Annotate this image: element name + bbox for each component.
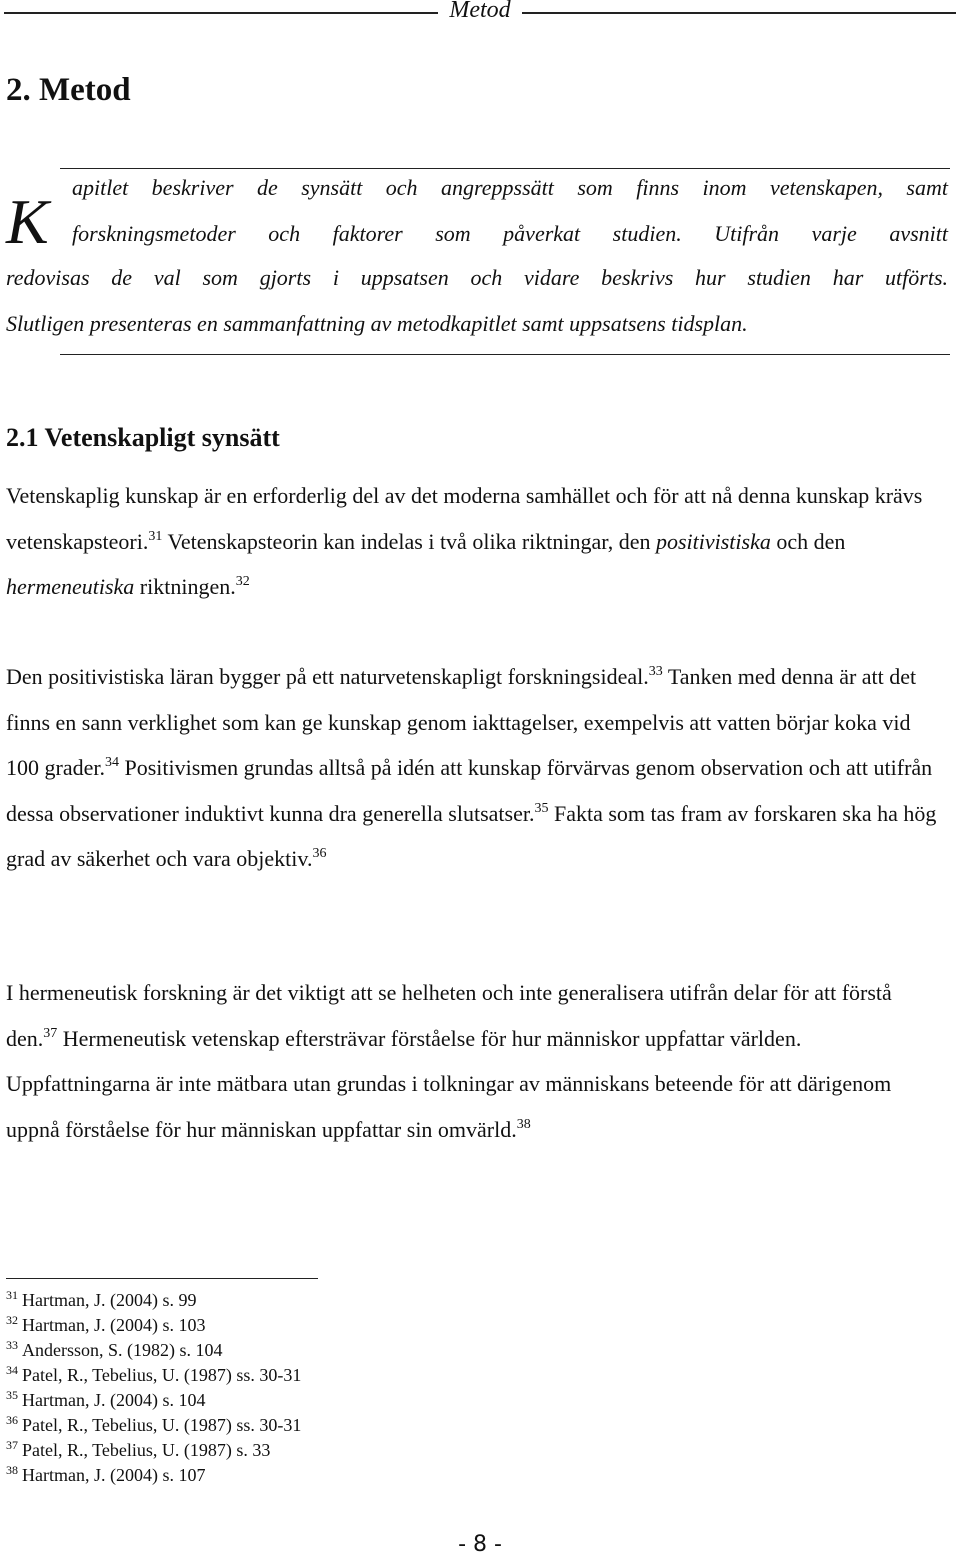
footnote: $^{33}$ Andersson, S. (1982) s. 104 (6, 1338, 223, 1360)
footnote-ref: 32 (235, 574, 250, 589)
page-number: - 8 - (458, 1532, 502, 1557)
section-title: 2.1 Vetenskapligt synsätt (6, 423, 280, 452)
intro-rule-bottom (60, 354, 950, 355)
running-header (0, 0, 960, 26)
footnote: $^{37}$ Patel, R., Tebelius, U. (1987) s. 33 (6, 1438, 271, 1460)
intro-rule-top (60, 168, 950, 169)
intro-line: redovisas de val som gjorts i uppsatsen och vidare beskrivs hur studien har utförts. (6, 265, 948, 290)
running-header-label: Metod (449, 0, 511, 23)
intro-dropcap: K (6, 186, 49, 257)
footnote: $^{38}$ Hartman, J. (2004) s. 107 (6, 1463, 206, 1485)
footnote-ref: 34 (104, 755, 119, 770)
footnote-ref: 36 (312, 846, 327, 861)
header-rule-right (522, 12, 956, 14)
footnote-ref: 37 (43, 1025, 58, 1041)
footnote: $^{36}$ Patel, R., Tebelius, U. (1987) ss. 30-31 (6, 1413, 302, 1435)
footnote-ref: 33 (648, 664, 663, 679)
footnote-list (6, 1288, 301, 1488)
paragraph: I hermeneutisk forskning är det viktigt att se helheten och inte generalisera utifrån delar för att förstå den.$^{37}$ Hermeneutisk vetenskap eftersträvar förståelse för hur människor uppfattar världen. Uppfattningarna är inte mätbara utan grundas i tolkningar av människans beteende för att därigenom uppnå förståelse för hur människan uppfattar sin omvärld.$^{38}$ (6, 980, 892, 1142)
header-rule-left (4, 12, 438, 14)
paragraph: Vetenskaplig kunskap är en erforderlig del av det moderna samhället och för att nå denna kunskap krävs vetenskapsteori.$^{31}$ Vetenskapsteorin kan indelas i två olika riktningar, den positivistiska och den hermeneutiska riktningen.$^{32}$ (6, 483, 923, 599)
footnote: $^{34}$ Patel, R., Tebelius, U. (1987) ss. 30-31 (6, 1363, 302, 1385)
footnote: $^{32}$ Hartman, J. (2004) s. 103 (6, 1313, 206, 1335)
intro-line: forskningsmetoder och faktorer som påverkat studien. Utifrån varje avsnitt (72, 221, 948, 246)
footnote-ref: 31 (148, 528, 163, 544)
footnote: $^{35}$ Hartman, J. (2004) s. 104 (6, 1388, 206, 1410)
footnote-ref: 35 (534, 800, 549, 816)
paragraph: Den positivistiska läran bygger på ett naturvetenskapligt forskningsideal.$^{33}$ Tanken med denna är att det finns en sann verklighet som kan ge kunskap genom iakttagelser, exempelvis att vatten börjar koka vid 100 grader.$^{34}$ Positivismen grundas alltså på idén att kunskap förvärvas genom observation och att utifrån dessa observationer induktivt kunna dra generella slutsatser.$^{35}$ Fakta som tas fram av forskaren ska ha hög grad av säkerhet och vara objektiv.$^{36}$ (6, 664, 937, 871)
intro-line: Slutligen presenteras en sammanfattning av metodkapitlet samt uppsatsens tidsplan. (6, 311, 748, 336)
chapter-title: 2. Metod (6, 72, 131, 108)
footnote-ref: 38 (516, 1116, 531, 1132)
footnote-separator (6, 1278, 318, 1279)
intro-line: apitlet beskriver de synsätt och angreppssätt som finns inom vetenskapen, samt (72, 175, 948, 200)
footnote: $^{31}$ Hartman, J. (2004) s. 99 (6, 1288, 197, 1310)
